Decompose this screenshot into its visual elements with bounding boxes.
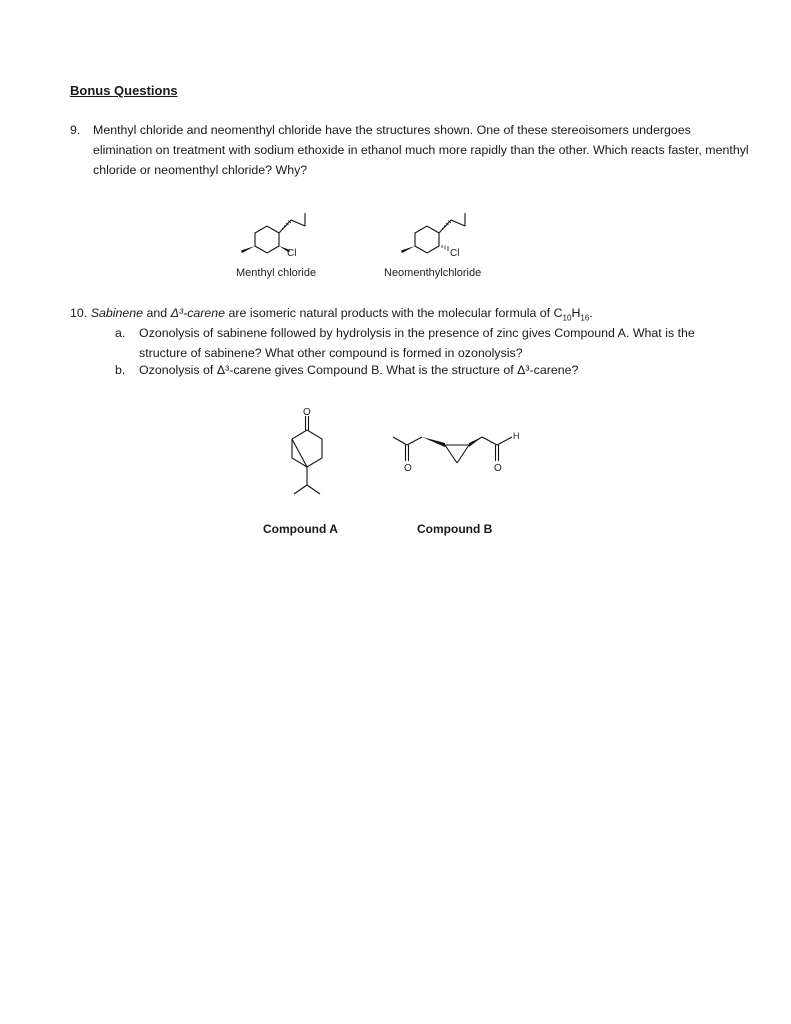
formula-h-subscript: 16: [580, 313, 590, 323]
menthyl-chloride-caption: Menthyl chloride: [236, 267, 317, 279]
compound-b-label: Compound B: [417, 522, 493, 536]
neomenthyl-chloride-structure: [385, 195, 505, 265]
question-10b-letter: b.: [115, 363, 126, 377]
question-10-number: 10.: [70, 306, 88, 320]
compound-a-label: Compound A: [263, 522, 338, 536]
page-title: Bonus Questions: [70, 83, 178, 98]
compound-b-oxygen-right: O: [494, 463, 502, 474]
compound-a-structure: [270, 400, 350, 515]
question-9: [70, 120, 750, 180]
question-9-number: 9.: [70, 123, 81, 137]
menthyl-cl-label: Cl: [287, 248, 297, 259]
question-10a-text: Ozonolysis of sabinene followed by hydrolysis in the presence of zinc gives Compound A. What is the structure of sabinene? What other compound is formed in ozonolysis?: [139, 326, 695, 360]
q10-text: are isomeric natural products with the molecular formula of C: [225, 306, 563, 320]
compound-a-oxygen: O: [303, 407, 311, 418]
carene-name: Δ³-carene: [170, 306, 226, 320]
neomenthyl-cl-label: Cl: [450, 248, 460, 259]
formula-h: H: [571, 306, 581, 320]
q10-and: and: [143, 306, 171, 320]
question-9-text: Menthyl chloride and neomenthyl chloride have the structures shown. One of these stereoisomers undergoes elimination on treatment with sodium ethoxide in ethanol much more rapidly than the other. Which reacts faster, menthyl chloride or neomenthyl chloride? Why?: [93, 123, 749, 177]
question-10b: [115, 360, 735, 380]
question-10a-letter: a.: [115, 326, 126, 340]
question-10a: [115, 323, 735, 363]
menthyl-chloride-structure: [225, 195, 345, 265]
formula-c-subscript: 10: [562, 313, 572, 323]
sabinene-name: Sabinene: [90, 306, 144, 320]
compound-b-oxygen-left: O: [404, 463, 412, 474]
compound-b-structure: [385, 425, 535, 485]
compound-b-hydrogen: H: [513, 431, 520, 441]
q10-end: .: [589, 306, 593, 320]
neomenthyl-chloride-caption: Neomenthylchloride: [384, 267, 482, 279]
question-10b-text: Ozonolysis of Δ³-carene gives Compound B. What is the structure of Δ³-carene?: [139, 363, 579, 377]
